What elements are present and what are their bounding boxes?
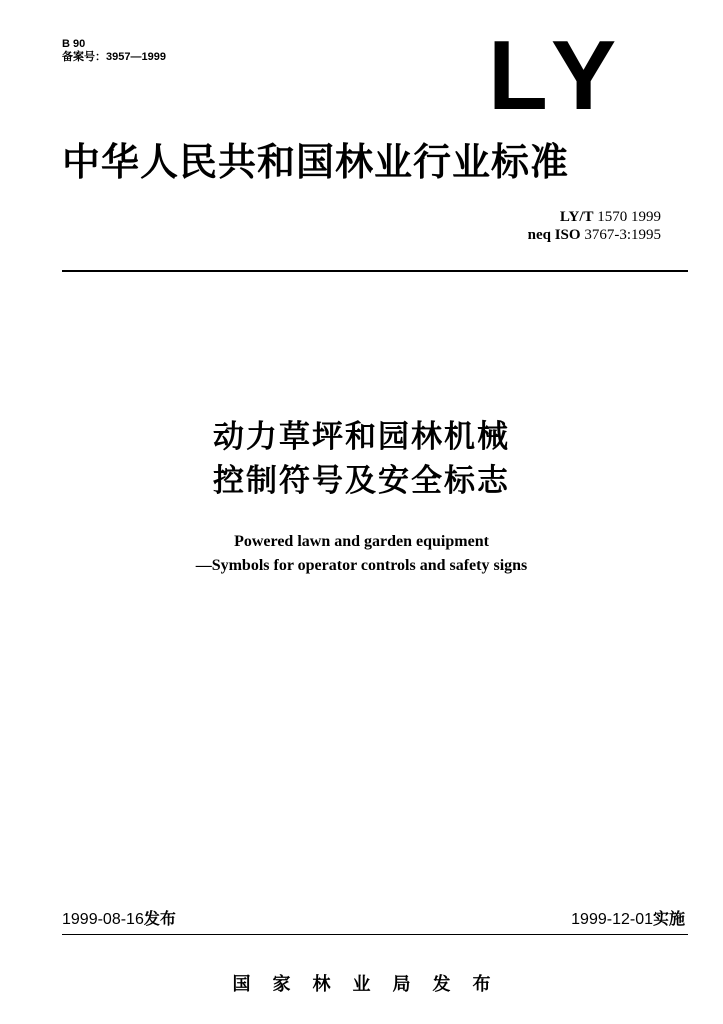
standard-number-block: [528, 208, 661, 244]
reference-org: ISO: [554, 227, 581, 243]
chinese-title-line-2: 控制符号及安全标志: [213, 463, 510, 499]
standard-category-title: 中华人民共和国林业行业标准: [62, 140, 570, 184]
standard-num: 1570: [597, 209, 628, 225]
implement-date-value: 1999-12-01: [571, 911, 653, 928]
implement-date: [571, 910, 685, 930]
top-divider: [62, 270, 688, 272]
chinese-title: [0, 415, 723, 503]
record-number: 备案号：3957—1999: [62, 51, 166, 63]
publish-date: [62, 910, 176, 930]
standard-number: [528, 208, 661, 226]
bottom-divider: [62, 934, 688, 935]
standard-code: LY/T: [559, 209, 594, 225]
english-title-line-2: —Symbols for operator controls and safety signs: [195, 557, 528, 574]
reference-number: 3767-3:1995: [584, 227, 661, 243]
publish-label: 发布: [143, 911, 176, 928]
english-title: [0, 530, 723, 578]
implement-label: 实施: [652, 911, 685, 928]
standard-logo: LY: [488, 20, 629, 130]
publish-date-value: 1999-08-16: [62, 911, 144, 928]
reference-prefix: neq: [527, 227, 551, 243]
standard-year: 1999: [631, 209, 661, 225]
classification-code: B 90: [62, 38, 86, 50]
reference-standard: [528, 226, 661, 244]
issuing-authority: 国家林业局发布: [232, 974, 513, 995]
english-title-line-1: Powered lawn and garden equipment: [234, 533, 489, 550]
chinese-title-line-1: 动力草坪和园林机械: [213, 419, 510, 455]
